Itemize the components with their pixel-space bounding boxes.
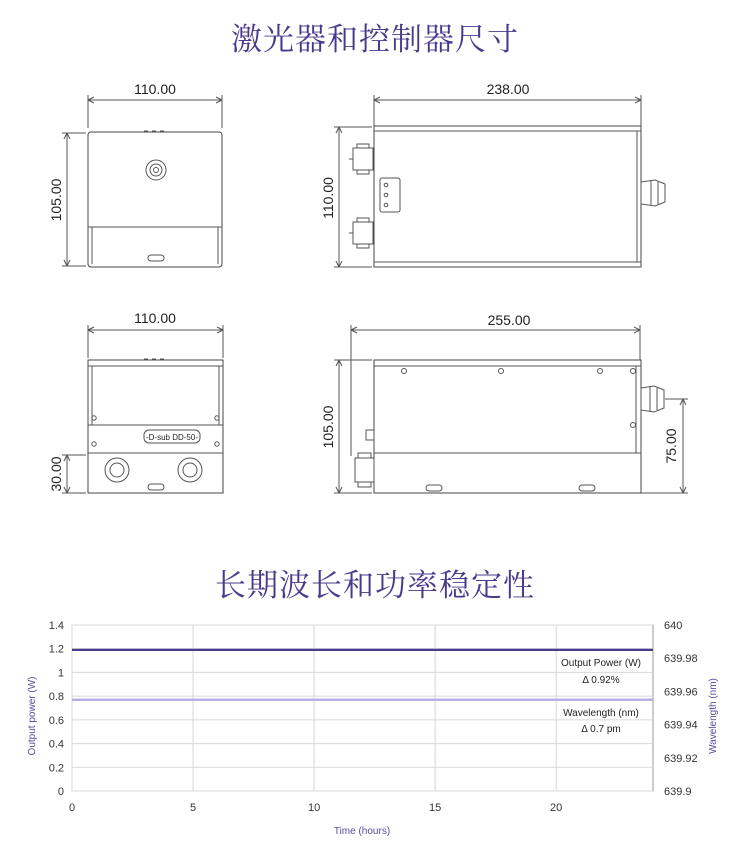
dim-bottom-left-height: 30.00 (48, 456, 64, 492)
dim-top-left-height: 105.00 (48, 178, 64, 222)
y-left-tick-label: 0.4 (48, 738, 64, 751)
y-left-tick-label: 0 (57, 786, 64, 798)
y-axis-right-label: Wavelength (nm) (708, 678, 719, 754)
dim-bottom-right-height: 105.00 (320, 405, 336, 449)
connector-label: -D-sub DD-50- (145, 433, 199, 442)
stability-title: 长期波长和功率稳定性 (215, 568, 535, 604)
x-tick-label: 0 (68, 802, 76, 814)
annotation-wavelength-title: Wavelength (nm) (563, 708, 639, 719)
annotation-power-delta: Δ 0.92% (582, 675, 620, 686)
annotation-wavelength-delta: Δ 0.7 pm (581, 724, 621, 735)
y-right-tick-label: 639.98 (664, 653, 698, 666)
y-right-tick-label: 639.94 (664, 719, 698, 732)
dim-bottom-right-right-height: 75.00 (663, 428, 679, 464)
dim-top-left-width: 110.00 (134, 81, 176, 97)
annotation-power-title: Output Power (W) (560, 658, 642, 669)
y-left-tick-label: 1.4 (48, 620, 64, 632)
y-right-tick-label: 639.92 (664, 752, 698, 765)
y-left-tick-label: 0.6 (48, 714, 64, 727)
x-tick-label: 15 (429, 802, 442, 814)
y-right-tick-label: 639.96 (664, 686, 698, 699)
y-right-tick-label: 640 (664, 620, 683, 632)
dim-bottom-right-width: 255.00 (487, 312, 531, 328)
x-axis-label: Time (hours) (333, 826, 391, 837)
y-left-tick-label: 0.8 (48, 691, 64, 704)
dim-bottom-left-width: 110.00 (134, 310, 176, 326)
x-tick-label: 5 (189, 802, 197, 814)
y-left-tick-label: 0.2 (48, 762, 64, 775)
x-tick-label: 20 (550, 802, 563, 814)
y-left-tick-label: 1 (57, 667, 64, 680)
y-left-tick-label: 1.2 (48, 643, 64, 656)
dim-top-right-width: 238.00 (486, 81, 530, 97)
y-right-tick-label: 639.9 (664, 786, 692, 798)
x-tick-label: 10 (307, 802, 321, 814)
dim-top-right-height: 110.00 (320, 177, 336, 219)
dimensions-title: 激光器和控制器尺寸 (231, 22, 519, 58)
y-axis-left-label: Output power (W) (27, 676, 38, 756)
